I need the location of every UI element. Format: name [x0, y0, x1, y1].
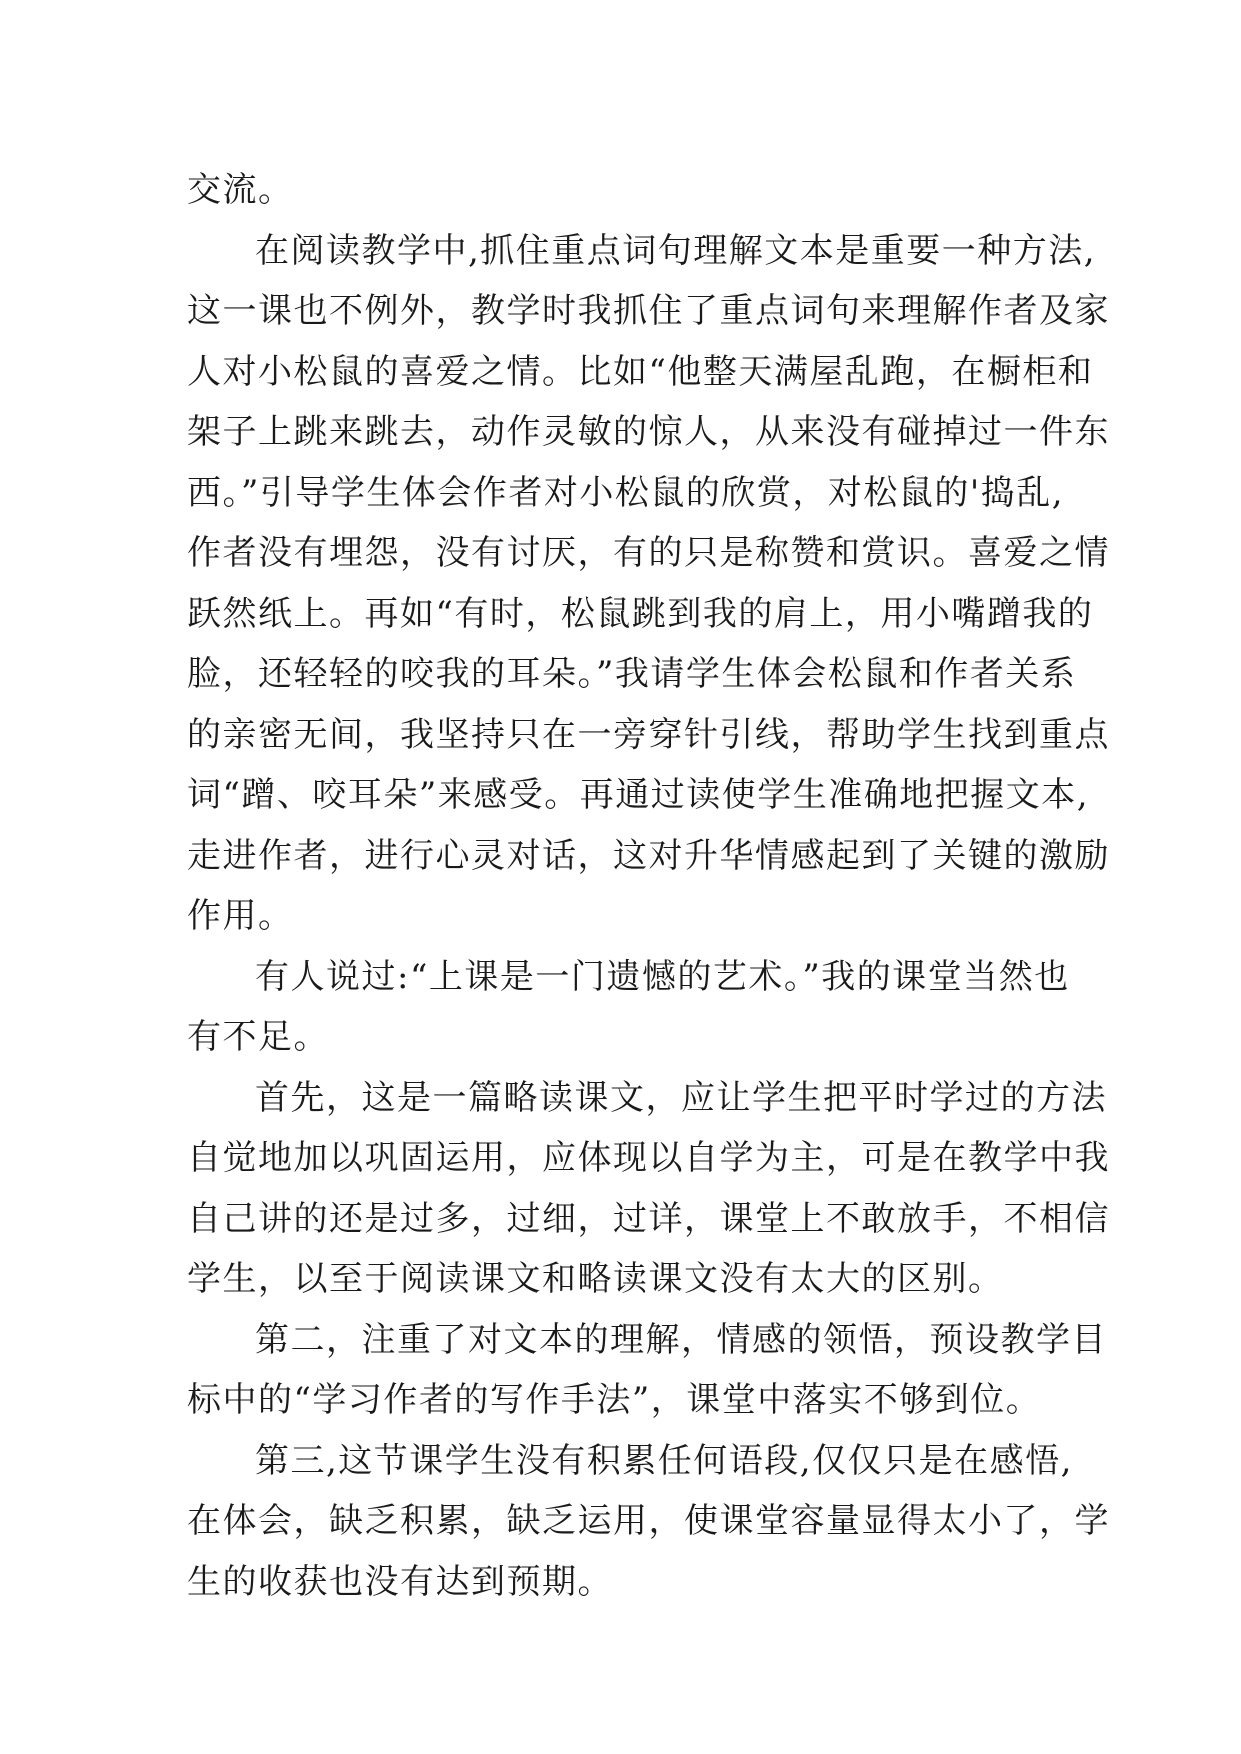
- text-line: 跃然纸上。再如“有时，松鼠跳到我的肩上，用小嘴蹭我的: [187, 593, 1094, 634]
- document-body: [187, 160, 1110, 1612]
- text-line: 有不足。: [187, 1017, 329, 1057]
- text-line: 自觉地加以巩固运用，应体现以自学为主，可是在教学中我: [187, 1138, 1110, 1178]
- text-line: 脸，还轻轻的咬我的耳朵。”我请学生体会松鼠和作者关系: [187, 654, 1077, 694]
- text-line: 第三,这节课学生没有积累任何语段,仅仅只是在感悟,: [255, 1440, 1073, 1481]
- text-line: 自己讲的还是过多，过细，过详，课堂上不敢放手，不相信: [187, 1198, 1110, 1239]
- text-line: 首先，这是一篇略读课文，应让学生把平时学过的方法: [255, 1077, 1107, 1118]
- text-line: 作用。: [187, 896, 294, 936]
- text-line: 这一课也不例外，教学时我抓住了重点词句来理解作者及家: [187, 291, 1110, 331]
- text-line: 标中的“学习作者的写作手法”，课堂中落实不够到位。: [187, 1380, 1042, 1420]
- text-line: 西。”引导学生体会作者对小松鼠的欣赏，对松鼠的'捣乱,: [187, 472, 1065, 513]
- text-line: 的亲密无间，我坚持只在一旁穿针引线，帮助学生找到重点: [187, 714, 1110, 755]
- text-line: 有人说过:“上课是一门遗憾的艺术。”我的课堂当然也: [255, 956, 1070, 997]
- text-line: 交流。: [187, 170, 294, 210]
- text-line: 走进作者，进行心灵对话，这对升华情感起到了关键的激励: [187, 835, 1110, 876]
- text-line: 作者没有埋怨，没有讨厌，有的只是称赞和赏识。喜爱之情: [187, 533, 1110, 573]
- text-line: 学生，以至于阅读课文和略读课文没有太大的区别。: [187, 1259, 1004, 1299]
- text-line: 词“蹭、咬耳朵”来感受。再通过读使学生准确地把握文本,: [187, 775, 1090, 815]
- text-line: 第二，注重了对文本的理解，情感的领悟，预设教学目: [255, 1319, 1107, 1360]
- text-line: 在体会，缺乏积累，缺乏运用，使课堂容量显得太小了，学: [187, 1501, 1110, 1541]
- text-line: 架子上跳来跳去，动作灵敏的惊人，从来没有碰掉过一件东: [187, 412, 1110, 452]
- text-line: 生的收获也没有达到预期。: [187, 1561, 613, 1602]
- text-line: 人对小松鼠的喜爱之情。比如“他整天满屋乱跑，在橱柜和: [187, 351, 1094, 392]
- text-line: 在阅读教学中,抓住重点词句理解文本是重要一种方法,: [255, 230, 1097, 271]
